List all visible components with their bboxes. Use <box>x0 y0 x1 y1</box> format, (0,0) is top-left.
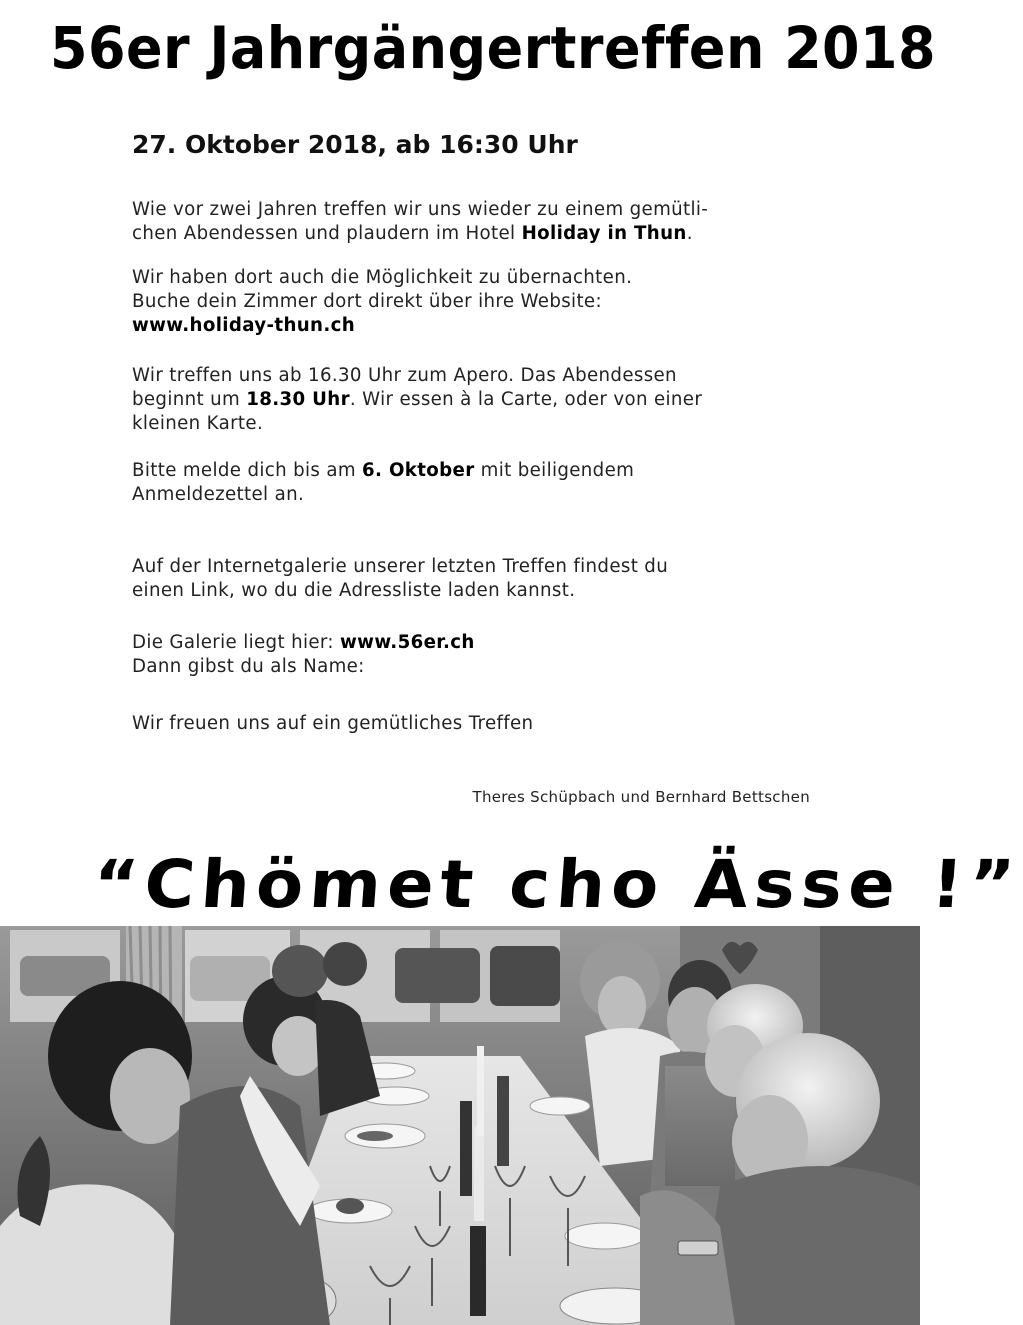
text-line: einen Link, wo du die Adressliste laden kannst. <box>132 580 576 601</box>
text-line: chen Abendessen und plaudern im Hotel <box>132 223 522 244</box>
gallery-link[interactable]: www.56er.ch <box>340 632 475 653</box>
text-line: Die Galerie liegt hier: <box>132 632 341 653</box>
paragraph-intro <box>132 198 708 246</box>
group-dinner-photo <box>0 926 920 1325</box>
slogan: “Chömet cho Ässe !” <box>90 846 1023 923</box>
paragraph-schedule <box>132 364 702 436</box>
hotel-website-link[interactable]: www.holiday-thun.ch <box>132 315 356 336</box>
text-line: beginnt um <box>132 389 247 410</box>
page-title: 56er Jahrgängertreffen 2018 <box>50 14 937 82</box>
text-line: kleinen Karte. <box>132 413 264 434</box>
text-line: Wir treffen uns ab 16.30 Uhr zum Apero. Das Abendessen <box>132 365 677 386</box>
text-line: Wie vor zwei Jahren treffen wir uns wieder zu einem gemütli- <box>132 199 709 220</box>
paragraph-gallery-link <box>132 631 475 679</box>
text-line: . <box>686 223 693 244</box>
text-line: Buche dein Zimmer dort direkt über ihre Website: <box>132 291 602 312</box>
paragraph-gallery-info <box>132 555 668 603</box>
signature: Theres Schüpbach und Bernhard Bettschen <box>472 788 810 806</box>
text-line: mit beiligendem <box>474 460 635 481</box>
event-date: 27. Oktober 2018, ab 16:30 Uhr <box>132 130 578 159</box>
text-line: Auf der Internetgalerie unserer letzten Treffen findest du <box>132 556 669 577</box>
text-line: Anmeldezettel an. <box>132 484 305 505</box>
paragraph-registration <box>132 459 634 507</box>
paragraph-accommodation <box>132 266 632 338</box>
registration-deadline: 6. Oktober <box>362 460 475 481</box>
text-line: Dann gibst du als Name: <box>132 656 365 677</box>
paragraph-closing: Wir freuen uns auf ein gemütliches Treffen <box>132 713 534 734</box>
hotel-name: Holiday in Thun <box>521 223 687 244</box>
text-line: Bitte melde dich bis am <box>132 460 363 481</box>
text-line: Wir haben dort auch die Möglichkeit zu übernachten. <box>132 267 633 288</box>
text-line: . Wir essen à la Carte, oder von einer <box>349 389 703 410</box>
dinner-time: 18.30 Uhr <box>246 389 350 410</box>
